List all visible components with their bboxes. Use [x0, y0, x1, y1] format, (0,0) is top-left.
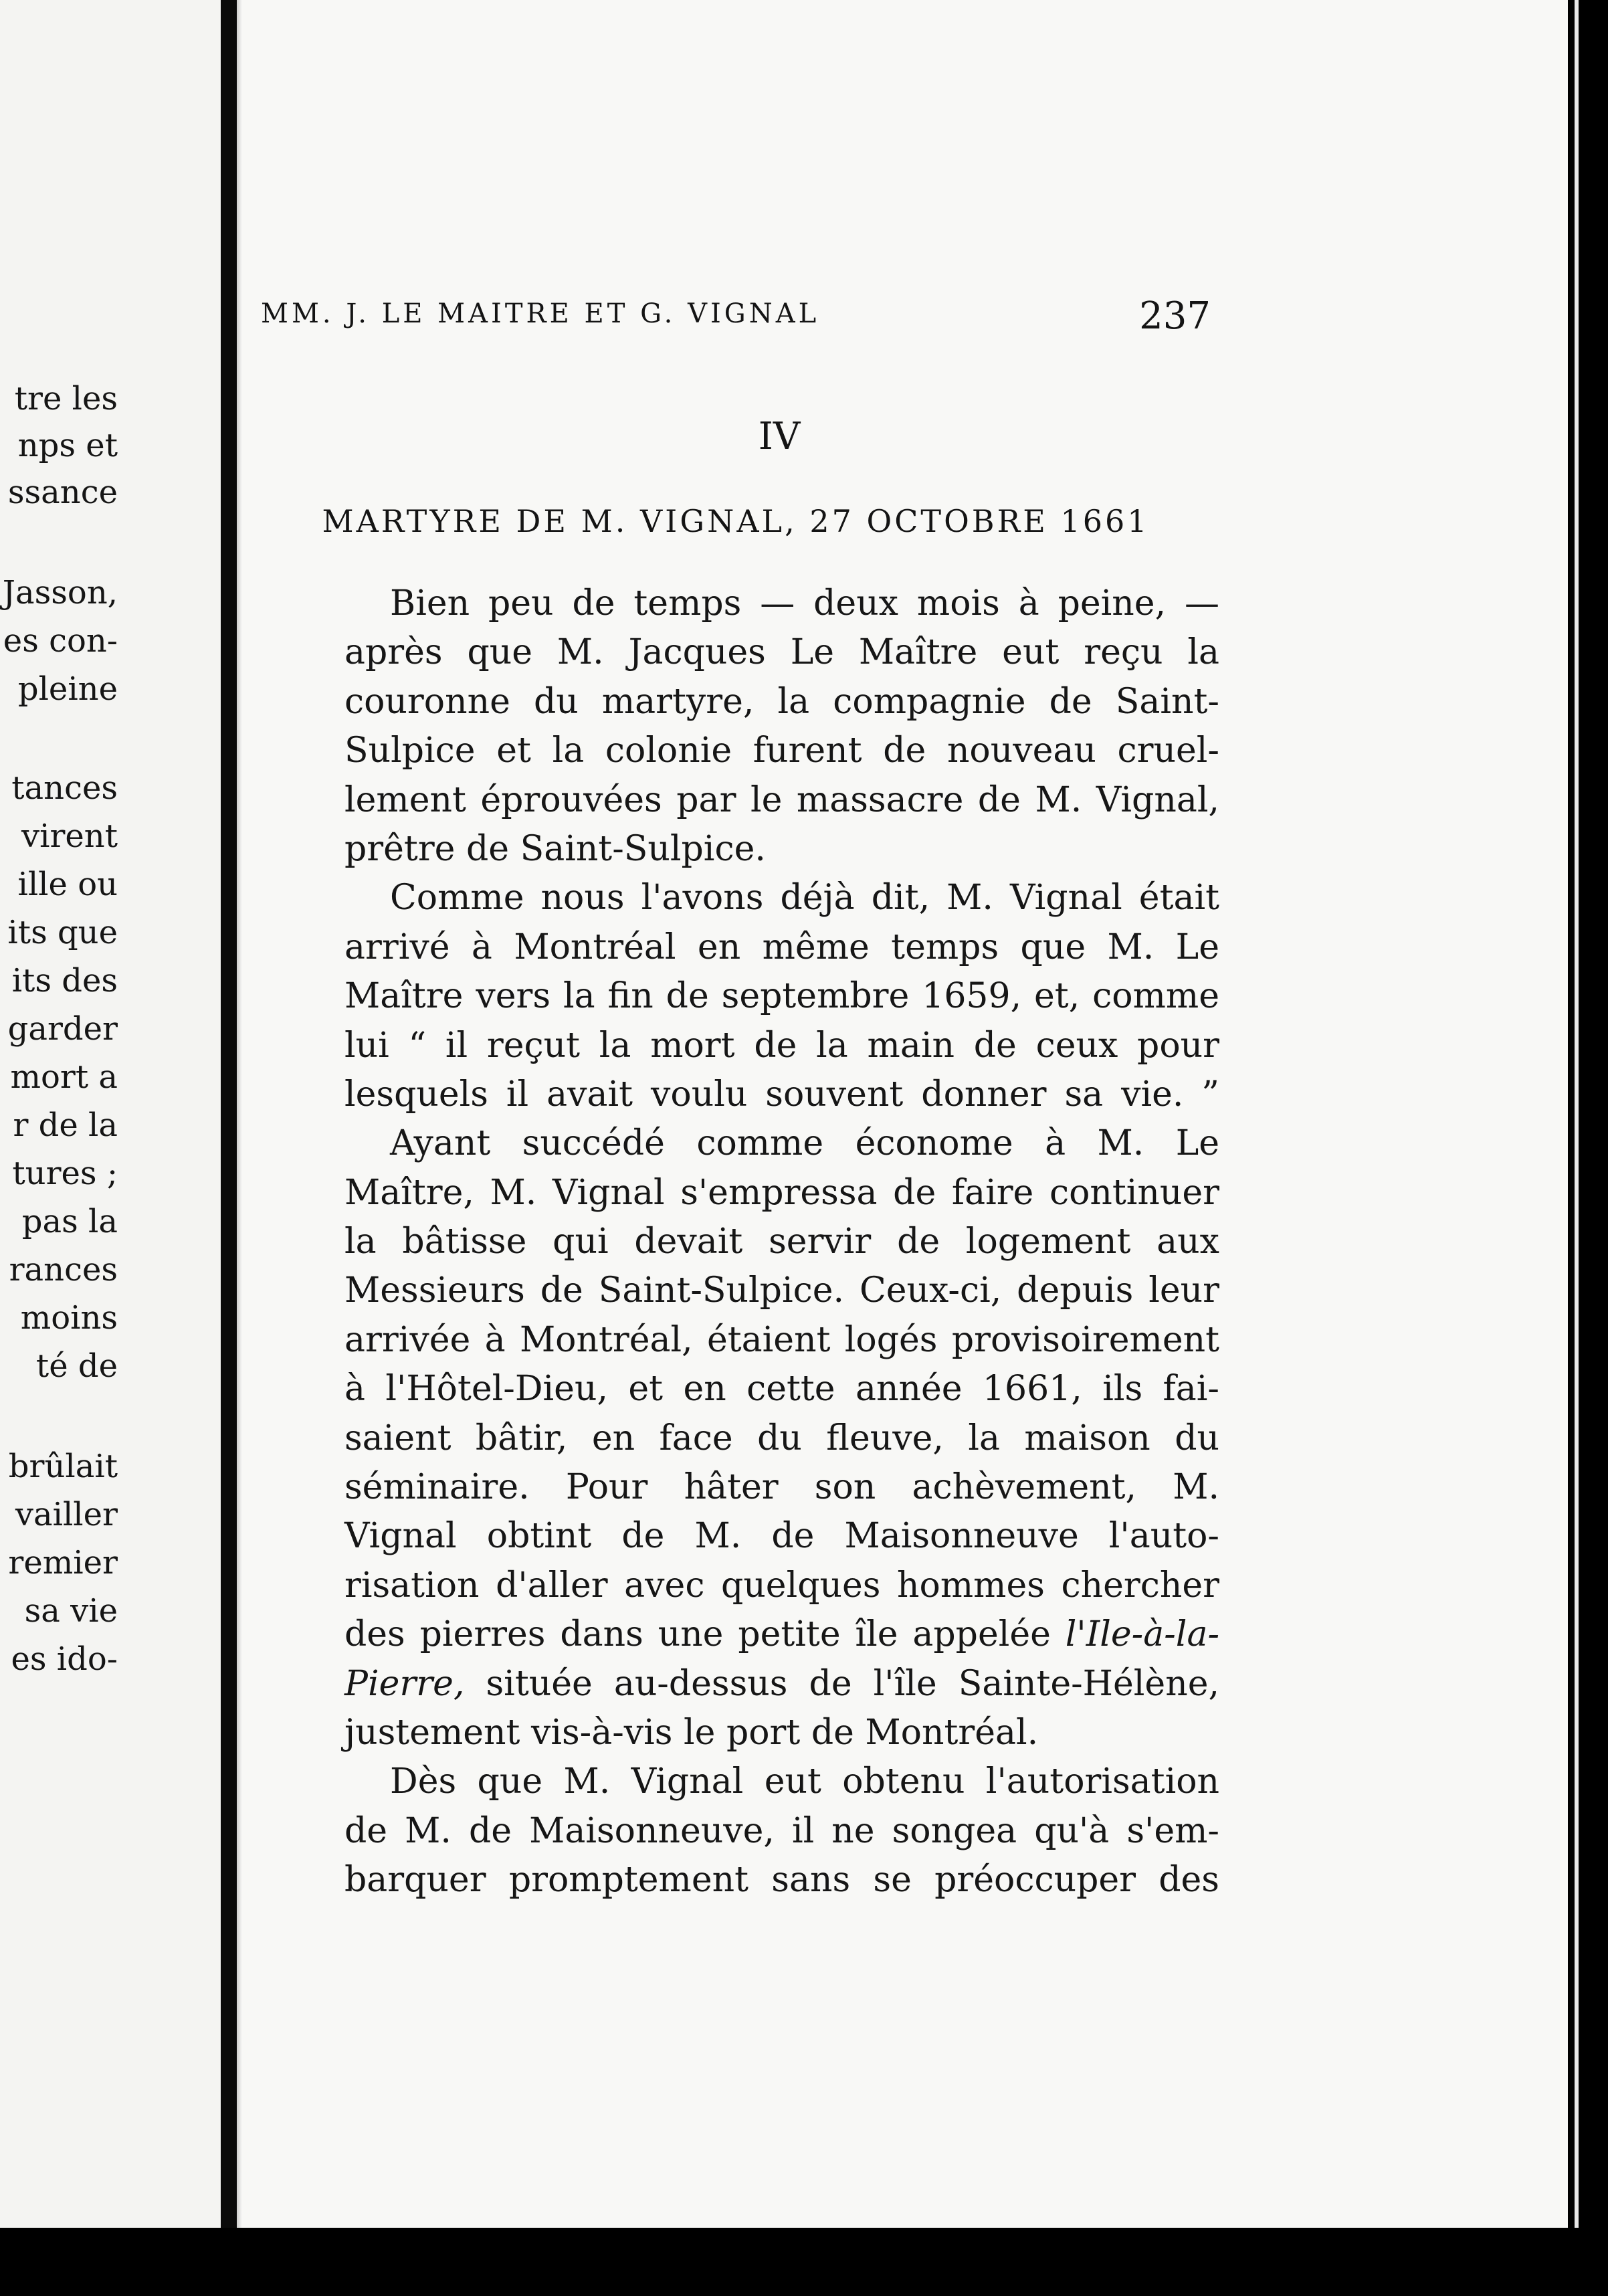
- right-edge-stripe: [1575, 0, 1579, 2296]
- left-page-line: remier: [8, 1544, 118, 1582]
- text-line: saient bâtir, en face du fleuve, la maison du: [344, 1418, 1219, 1458]
- text-line: Maître vers la fin de septembre 1659, et, comme: [344, 976, 1219, 1017]
- text-line: arrivé à Montréal en même temps que M. Le: [344, 927, 1219, 967]
- left-page-line: nps et: [17, 427, 118, 464]
- body-text: [344, 579, 1219, 1905]
- left-page-line: its que: [7, 914, 118, 951]
- left-page-line: brûlait: [8, 1448, 118, 1485]
- text-line: lesquels il avait voulu souvent donner sa vie. ”: [344, 1074, 1219, 1115]
- left-page-line: mort a: [10, 1058, 118, 1096]
- text-line: Comme nous l'avons déjà dit, M. Vignal était: [390, 878, 1219, 919]
- right-scan-edge: [1568, 0, 1608, 2296]
- left-page-line: ssance: [7, 474, 118, 511]
- left-facing-page: [0, 0, 221, 2228]
- text-line: après que M. Jacques Le Maître eut reçu la: [344, 632, 1219, 673]
- text-line: justement vis-à-vis le port de Montréal.: [344, 1712, 1039, 1753]
- text-line-with-italic: [344, 1610, 1219, 1659]
- text-segment: des pierres dans une petite île appelée: [344, 1614, 1051, 1655]
- left-page-line: r de la: [13, 1107, 118, 1144]
- chapter-title: MARTYRE DE M. VIGNAL, 27 OCTOBRE 1661: [322, 503, 1150, 539]
- text-line: Ayant succédé comme économe à M. Le: [390, 1123, 1219, 1164]
- text-line: Sulpice et la colonie furent de nouveau cruel-: [344, 731, 1219, 771]
- left-page-line: its des: [11, 962, 118, 999]
- book-gutter: [221, 0, 237, 2296]
- text-line: Vignal obtint de M. de Maisonneuve l'auto-: [344, 1516, 1219, 1557]
- left-page-line: moins: [20, 1299, 118, 1337]
- text-line: lui “ il reçut la mort de la main de ceux pour: [344, 1025, 1219, 1066]
- left-page-line: sa vie: [24, 1592, 118, 1630]
- left-page-line: tances: [11, 769, 118, 807]
- running-head: [261, 294, 1211, 337]
- text-line-with-italic: [344, 1660, 1219, 1709]
- left-page-line: garder: [7, 1010, 118, 1048]
- left-page-line: tures ;: [12, 1155, 118, 1192]
- italic-place-name: Pierre,: [344, 1663, 465, 1704]
- left-page-line: es con-: [3, 622, 118, 660]
- bottom-scan-band: [0, 2228, 1608, 2296]
- page-number: 237: [1139, 294, 1211, 338]
- left-page-line: pleine: [17, 670, 118, 708]
- left-page-line: té de: [35, 1347, 118, 1385]
- text-line: Dès que M. Vignal eut obtenu l'autorisation: [390, 1761, 1219, 1802]
- text-line: prêtre de Saint-Sulpice.: [344, 828, 766, 869]
- text-line: couronne du martyre, la compagnie de Saint-: [344, 681, 1219, 722]
- left-page-line: ille ou: [17, 866, 118, 903]
- text-line: barquer promptement sans se préoccuper des: [344, 1860, 1219, 1901]
- left-page-line: rances: [9, 1251, 118, 1288]
- left-page-line: Jasson,: [2, 574, 118, 611]
- text-line: séminaire. Pour hâter son achèvement, M.: [344, 1467, 1219, 1508]
- left-page-line: vailler: [15, 1496, 118, 1533]
- text-line: lement éprouvées par le massacre de M. Vignal,: [344, 779, 1219, 820]
- page-edge-shadow: [237, 0, 242, 2228]
- left-page-line: tre les: [14, 380, 118, 417]
- chapter-number: IV: [758, 415, 801, 458]
- text-line: de M. de Maisonneuve, il ne songea qu'à s'em-: [344, 1810, 1219, 1851]
- text-line: Maître, M. Vignal s'empressa de faire continuer: [344, 1172, 1219, 1213]
- text-line: Messieurs de Saint-Sulpice. Ceux-ci, depuis leur: [344, 1270, 1219, 1311]
- text-line: arrivée à Montréal, étaient logés provisoirement: [344, 1319, 1219, 1360]
- running-title: MM. J. LE MAITRE ET G. VIGNAL: [261, 298, 820, 329]
- italic-place-name: l'Ile-à-la-: [1065, 1614, 1220, 1655]
- text-line: risation d'aller avec quelques hommes chercher: [344, 1565, 1219, 1606]
- left-page-line: virent: [21, 818, 118, 855]
- text-line: à l'Hôtel-Dieu, et en cette année 1661, ils fai-: [344, 1369, 1219, 1410]
- text-line: la bâtisse qui devait servir de logement aux: [344, 1222, 1219, 1262]
- left-page-line: es ido-: [11, 1640, 118, 1678]
- text-segment: située au-dessus de l'île Sainte-Hélène,: [486, 1663, 1220, 1704]
- left-page-line: pas la: [21, 1203, 118, 1240]
- text-line: Bien peu de temps — deux mois à peine, —: [390, 583, 1219, 624]
